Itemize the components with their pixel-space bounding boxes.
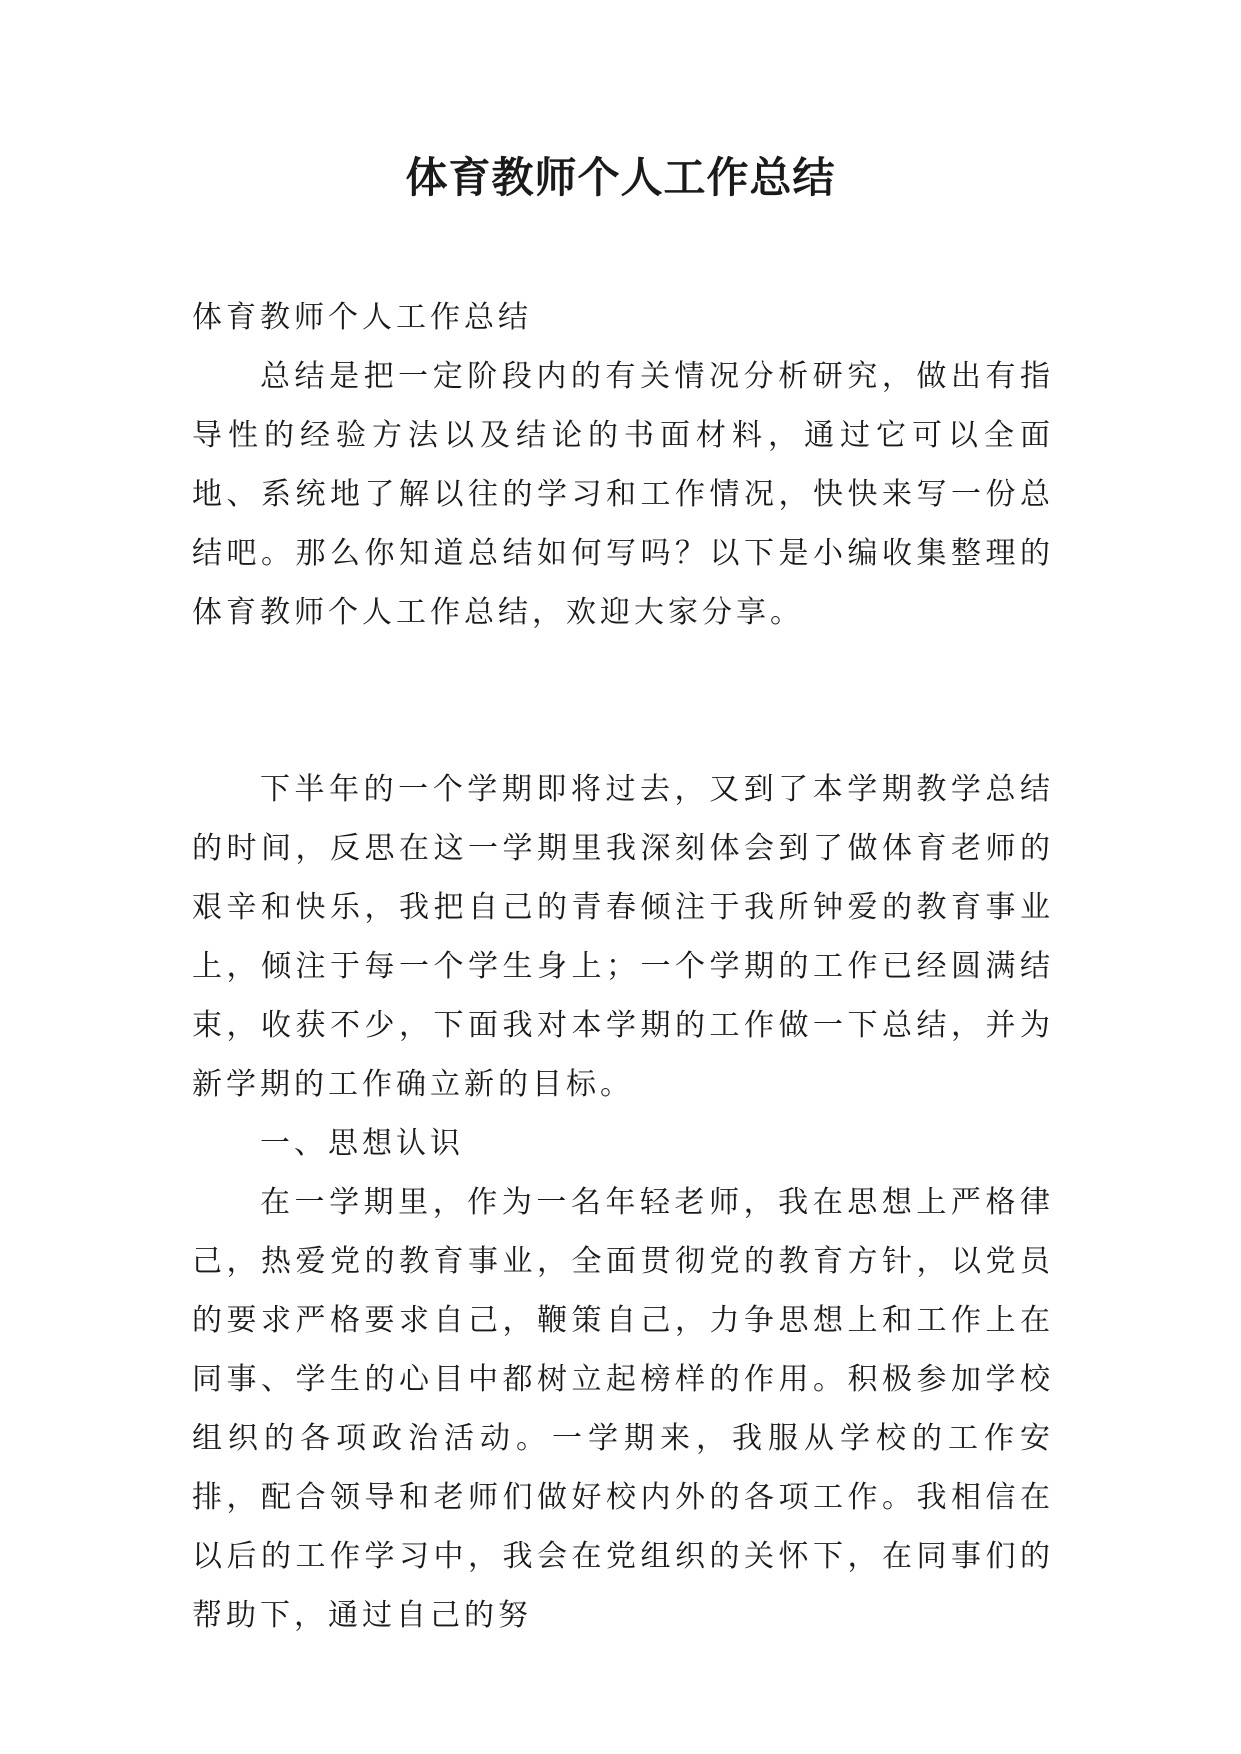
section-heading-1: 一、思想认识 [260,1126,464,1161]
document-title: 体育教师个人工作总结 [405,153,836,202]
document-subtitle: 体育教师个人工作总结 [192,300,532,335]
body-paragraph-2: 在一学期里，作为一名年轻老师，我在思想上严格律己，热爱党的教育事业，全面贯彻党的教育方针，以党员的要求严格要求自己，鞭策自己，力争思想上和工作上在同事、学生的心目中都树立起榜样的作用。积极参加学校组织的各项政治活动。一学期来，我服从学校的工作安排，配合领导和老师们做好校内外的各项工作。我相信在以后的工作学习中，我会在党组织的关怀下，在同事们的帮助下，通过自己的努 [192,1185,1054,1633]
body-paragraph-1: 下半年的一个学期即将过去，又到了本学期教学总结的时间，反思在这一学期里我深刻体会到了做体育老师的艰辛和快乐，我把自己的青春倾注于我所钟爱的教育事业上，倾注于每一个学生身上；一个学期的工作已经圆满结束，收获不少，下面我对本学期的工作做一下总结，并为新学期的工作确立新的目标。 [192,772,1054,1102]
document-body [192,288,1054,1645]
intro-paragraph: 总结是把一定阶段内的有关情况分析研究，做出有指导性的经验方法以及结论的书面材料，通过它可以全面地、系统地了解以往的学习和工作情况，快快来写一份总结吧。那么你知道总结如何写吗？以下是小编收集整理的体育教师个人工作总结，欢迎大家分享。 [192,359,1054,630]
section-gap [192,642,1054,760]
